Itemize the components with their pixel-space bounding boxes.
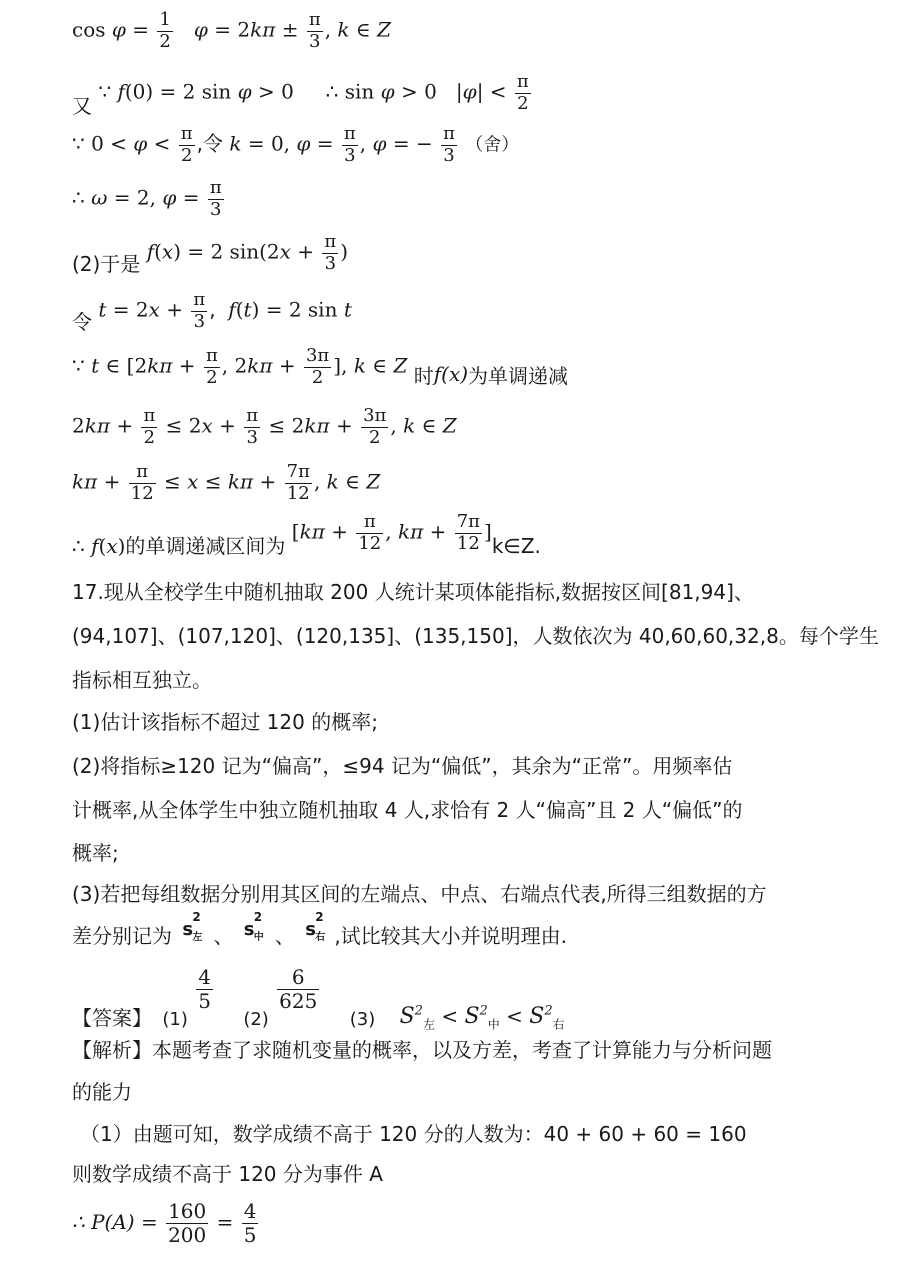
when-text: 时 [413, 363, 434, 388]
probability-fraction-1: $\frac{160}{200}$ [168, 1199, 207, 1247]
equation-phi-range: ∵ 0 < φ < $\frac{\pi}{2}$ ,令 k = 0, φ = $\frac{\pi}{3}$ , φ = − $\frac{\pi}{3}$ （舍） [72, 123, 520, 166]
equation-t-interval: ∵ t ∈ [2kπ + $\frac{\pi}{2}$ , 2kπ + $\frac{3\pi}{2}$ ], k ∈ Z 时f(x)为单调递减 [72, 345, 569, 388]
answer-2-label: (2) [243, 1009, 269, 1030]
equation-cos-phi: cos φ = $\frac{1}{2}$ φ = 2kπ ± $\frac{\pi}{3}$ , k ∈ Z [72, 9, 391, 52]
variance-mid: s 2 中 [243, 910, 264, 943]
probability-fraction-2: $\frac{4}{5}$ [243, 1199, 257, 1247]
decreasing-text: 为单调递减 [468, 363, 569, 388]
analysis-label: 【解析】 [72, 1038, 152, 1062]
question-2-line2: 计概率,从全体学生中独立随机抽取 4 人,求恰有 2 人“偏高”且 2 人“偏低”的 [72, 798, 743, 822]
equation-inequality-1: 2kπ + $\frac{\pi}{2}$ ≤ 2x + $\frac{\pi}{3}$ ≤ 2kπ + $\frac{3\pi}{2}$ , k ∈ Z [72, 405, 457, 448]
variance-prefix: 差分别记为 [72, 924, 172, 948]
answer-line [72, 965, 832, 1032]
equals-sign: = [216, 1210, 234, 1234]
probability-lhs: ∴ P(A) = [72, 1210, 158, 1234]
analysis-text: 本题考查了求随机变量的概率，以及方差，考查了计算能力与分析问题 [152, 1038, 772, 1062]
fx-symbol: f(x) [433, 361, 469, 386]
equation-fx: (2)于是 f(x) = 2 sin(2x + $\frac{\pi}{3}$ ) [72, 231, 349, 276]
problem-17-line1: 17.现从全校学生中随机抽取 200 人统计某项体能指标,数据按区间[81,94]、 [72, 580, 754, 604]
question-2-line1: (2)将指标≥120 记为“偏高”，≤94 记为“偏低”，其余为“正常”。用频率估 [72, 754, 733, 778]
answer-3-inequality: $S^2_左 < S^2_中 < S^2_右$ [399, 1003, 565, 1032]
problem-17-line2: (94,107]、(107,120]、(120,135]、(135,150]，人数依次为 40,60,60,32,8。每个学生 [72, 624, 879, 648]
equation-inequality-2: kπ + $\frac{\pi}{12}$ ≤ x ≤ kπ + $\frac{7\pi}{12}$ , k ∈ Z [72, 461, 381, 504]
separator: 、 [274, 924, 295, 948]
k-in-z: k∈Z. [491, 533, 541, 558]
answer-label: 【答案】 [72, 1006, 152, 1030]
solution-step-2: 则数学成绩不高于 120 分为事件 A [72, 1162, 383, 1186]
variance-left: s 2 左 [182, 910, 203, 943]
equation-decreasing-interval: ∴ f(x)的单调递减区间为 [kπ + $\frac{\pi}{12}$ , kπ + $\frac{7\pi}{12}$ ]k∈Z. [72, 511, 541, 558]
analysis-line1 [72, 1040, 832, 1060]
answer-2-fraction: $\frac{6}{625}$ [279, 965, 318, 1013]
equation-omega-phi: ∴ ω = 2, φ = $\frac{\pi}{3}$ [72, 177, 222, 220]
question-1: (1)估计该指标不超过 120 的概率; [72, 710, 378, 734]
equation-f0: 又 ∵ f(0) = 2 sin φ > 0 ∴ sin φ > 0 |φ| < $\frac{\pi}{2}$ [72, 71, 529, 118]
equation-substitution: 令 t = 2x + $\frac{\pi}{3}$ , f(t) = 2 sin t [72, 289, 352, 334]
answer-1-label: (1) [162, 1009, 188, 1030]
let-prefix: 令 [72, 309, 92, 334]
separator: 、 [213, 924, 234, 948]
question-3-line1: (3)若把每组数据分别用其区间的左端点、中点、右端点代表,所得三组数据的方 [72, 882, 767, 906]
part2-prefix: (2)于是 [72, 251, 141, 276]
question-2-line3: 概率; [72, 841, 119, 865]
analysis-line2: 的能力 [72, 1080, 132, 1104]
solution-step-1: （1）由题可知，数学成绩不高于 120 分的人数为：40 + 60 + 60 = 160 [80, 1122, 747, 1146]
probability-equation [72, 1200, 260, 1247]
line-prefix-you: 又 [72, 93, 92, 118]
variance-right: s 2 右 [305, 910, 326, 943]
variance-suffix: ,试比较其大小并说明理由. [334, 924, 568, 948]
problem-17-line3: 指标相互独立。 [72, 668, 212, 692]
answer-1-fraction: $\frac{4}{5}$ [198, 965, 211, 1013]
interval-text: 的单调递减区间为 [125, 533, 286, 558]
discard-note: （舍） [465, 134, 520, 156]
question-3-line2 [72, 910, 832, 948]
answer-3-label: (3) [349, 1009, 376, 1030]
